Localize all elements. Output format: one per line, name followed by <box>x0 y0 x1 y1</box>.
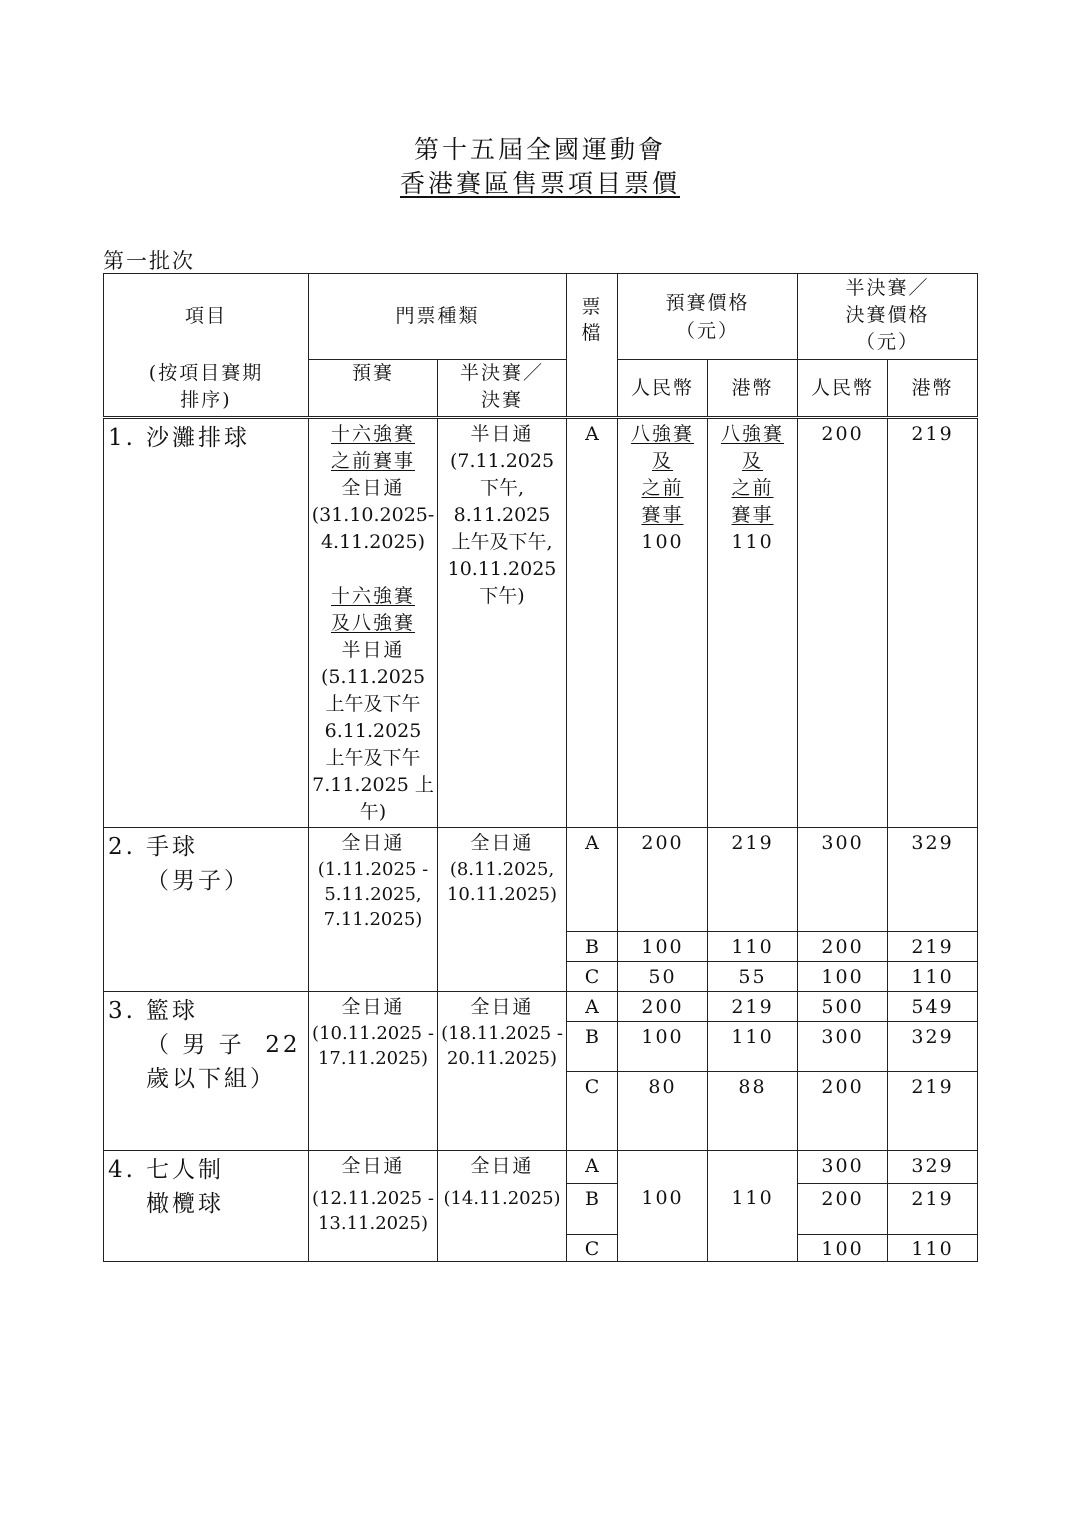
prelim-rmb-cell: 100 <box>618 932 708 962</box>
semi-rmb-cell: 200 <box>798 418 888 828</box>
semi-rmb-cell: 200 <box>798 932 888 962</box>
prelim-rmb-cell: 100 <box>618 1022 708 1072</box>
tier-cell: C <box>567 1235 618 1262</box>
semi-rmb-cell: 200 <box>798 1184 888 1235</box>
prelim-rmb-cell: 八強賽 及 之前 賽事 100 <box>618 418 708 828</box>
prelim-hkd-cell: 88 <box>708 1072 798 1151</box>
semi-ticket-cell: 半日通 (7.11.2025 下午, 8.11.2025 上午及下午, 10.11.2025 下午) <box>438 418 567 828</box>
tier-cell: B <box>567 1022 618 1072</box>
semi-rmb-cell: 300 <box>798 1151 888 1184</box>
event-row-beach-volleyball <box>104 418 978 828</box>
semi-hkd-cell: 329 <box>888 828 978 932</box>
semi-hkd-cell: 110 <box>888 962 978 992</box>
header-row-1 <box>104 274 978 360</box>
tier-cell: B <box>567 932 618 962</box>
header-ticket-type: 門票種類 <box>309 274 567 360</box>
prelim-ticket-cell: 全日通 (1.11.2025 - 5.11.2025, 7.11.2025) <box>309 828 438 992</box>
semi-hkd-cell: 110 <box>888 1235 978 1262</box>
header-prelim-rmb: 人民幣 <box>618 360 708 418</box>
tier-cell: A <box>567 418 618 828</box>
ticket-price-table <box>103 273 978 1262</box>
header-semi-price: 半決賽／ 決賽價格 （元） <box>798 274 978 360</box>
header-prelim-price: 預賽價格 （元） <box>618 274 798 360</box>
event-name-cell: 2. 手球 （男子） <box>104 828 309 992</box>
header-event-note: (按項目賽期 排序) <box>104 360 309 418</box>
header-prelim-hkd: 港幣 <box>708 360 798 418</box>
semi-hkd-cell: 329 <box>888 1151 978 1184</box>
prelim-rmb-cell: 200 <box>618 828 708 932</box>
semi-ticket-cell: 全日通 (14.11.2025) <box>438 1151 567 1262</box>
tier-cell: A <box>567 1151 618 1184</box>
prelim-rmb-cell: 200 <box>618 992 708 1022</box>
header-row-2 <box>104 360 978 418</box>
prelim-rmb-cell: 50 <box>618 962 708 992</box>
semi-hkd-cell: 549 <box>888 992 978 1022</box>
prelim-hkd-cell: 110 <box>708 1022 798 1072</box>
semi-rmb-cell: 300 <box>798 1022 888 1072</box>
tier-cell: A <box>567 992 618 1022</box>
prelim-hkd-cell: 219 <box>708 828 798 932</box>
event-row-handball <box>104 828 978 932</box>
document-title: 第十五屆全國運動會 <box>413 135 666 164</box>
header-semi-hkd: 港幣 <box>888 360 978 418</box>
header-tier: 票 檔 <box>567 274 618 418</box>
event-name-cell: 4. 七人制 橄欖球 <box>104 1151 309 1262</box>
prelim-hkd-cell: 110 <box>708 1151 798 1262</box>
semi-ticket-cell: 全日通 (18.11.2025 - 20.11.2025) <box>438 992 567 1151</box>
event-name-cell: 1. 沙灘排球 <box>104 418 309 828</box>
semi-hkd-cell: 219 <box>888 1184 978 1235</box>
semi-rmb-cell: 200 <box>798 1072 888 1151</box>
header-semi-rmb: 人民幣 <box>798 360 888 418</box>
semi-rmb-cell: 300 <box>798 828 888 932</box>
prelim-ticket-cell: 十六強賽 之前賽事 全日通 (31.10.2025- 4.11.2025) 十六強賽 及八強賽 半日通 (5.11.2025 上午及下午 6.11.2025 上午及下午 7.11.2025 上 午) <box>309 418 438 828</box>
semi-hkd-cell: 329 <box>888 1022 978 1072</box>
prelim-rmb-cell: 80 <box>618 1072 708 1151</box>
prelim-hkd-cell: 55 <box>708 962 798 992</box>
prelim-hkd-cell: 八強賽 及 之前 賽事 110 <box>708 418 798 828</box>
semi-hkd-cell: 219 <box>888 932 978 962</box>
prelim-ticket-cell: 全日通 (12.11.2025 - 13.11.2025) <box>309 1151 438 1262</box>
tier-cell: C <box>567 1072 618 1151</box>
prelim-rmb-cell: 100 <box>618 1151 708 1262</box>
semi-rmb-cell: 500 <box>798 992 888 1022</box>
prelim-hkd-cell: 219 <box>708 992 798 1022</box>
semi-rmb-cell: 100 <box>798 962 888 992</box>
semi-rmb-cell: 100 <box>798 1235 888 1262</box>
event-name-cell: 3. 籃球 （ 男 子 22 歲以下組） <box>104 992 309 1151</box>
header-semi-final: 半決賽／ 決賽 <box>438 360 567 418</box>
prelim-ticket-cell: 全日通 (10.11.2025 - 17.11.2025) <box>309 992 438 1151</box>
event-row-rugby-sevens <box>104 1151 978 1184</box>
prelim-hkd-cell: 110 <box>708 932 798 962</box>
event-row-basketball <box>104 992 978 1022</box>
tier-cell: C <box>567 962 618 992</box>
semi-hkd-cell: 219 <box>888 418 978 828</box>
batch-label: 第一批次 <box>103 249 195 273</box>
semi-hkd-cell: 219 <box>888 1072 978 1151</box>
header-prelim: 預賽 <box>309 360 438 418</box>
tier-cell: B <box>567 1184 618 1235</box>
document-subtitle: 香港賽區售票項目票價 <box>399 169 680 198</box>
semi-ticket-cell: 全日通 (8.11.2025, 10.11.2025) <box>438 828 567 992</box>
tier-cell: A <box>567 828 618 932</box>
header-event: 項目 <box>104 274 309 360</box>
